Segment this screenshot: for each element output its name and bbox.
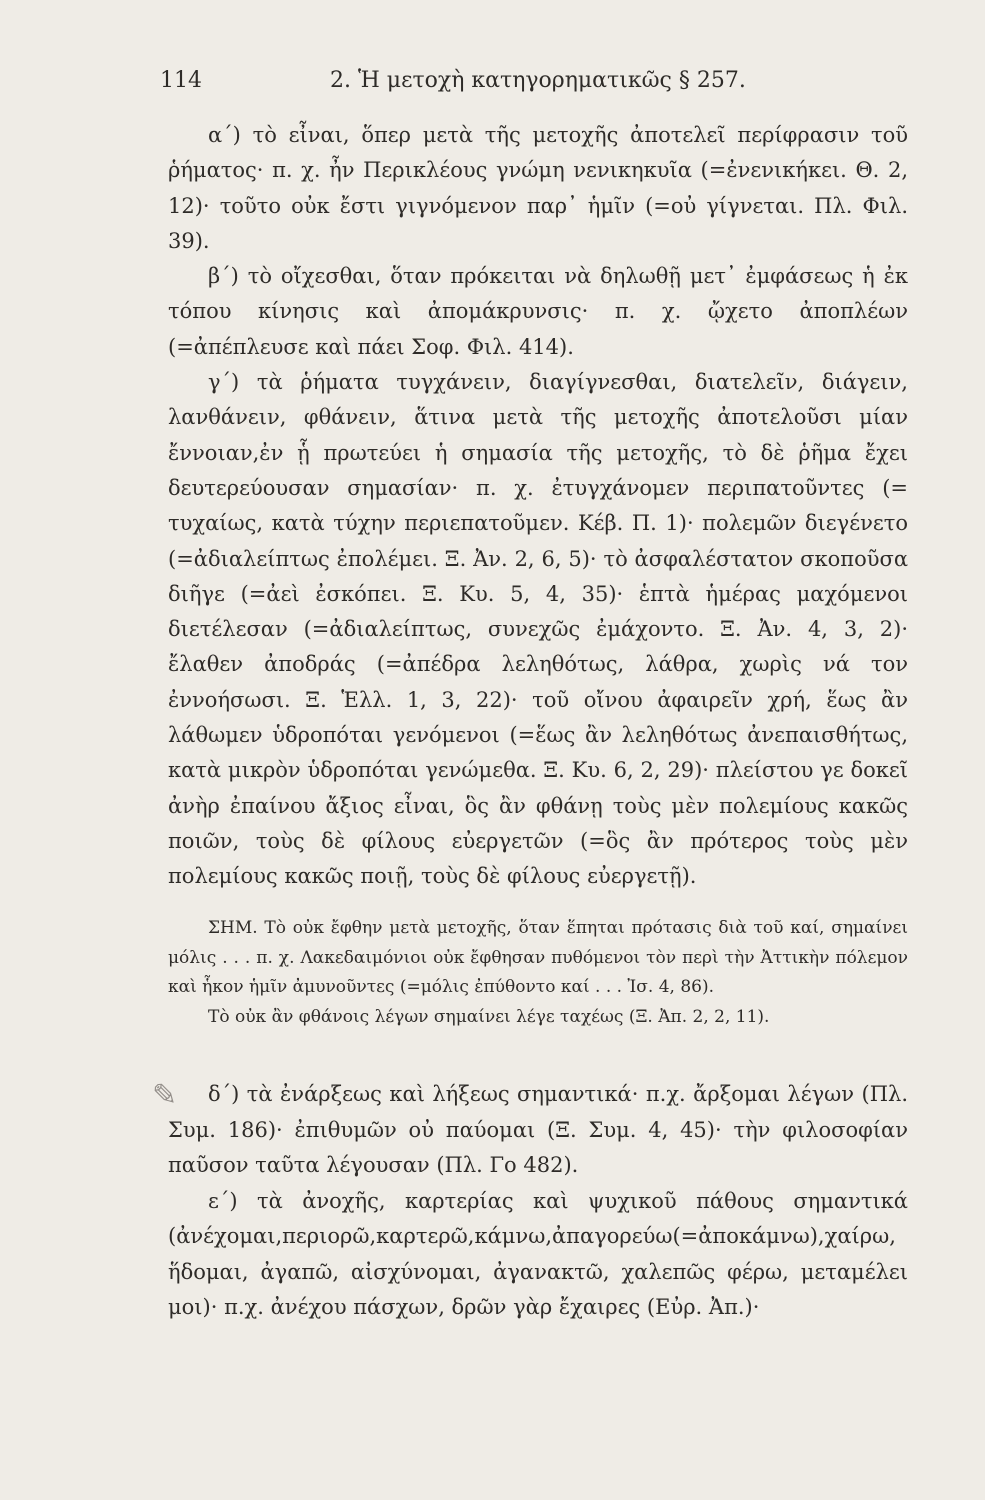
paragraph-alpha: α΄) τὸ εἶναι, ὅπερ μετὰ τῆς μετοχῆς ἀποτελεῖ περίφρασιν τοῦ ῥήματος· π. χ. ἦν Περικλέους γνώμη νενικηκυῖα (=ἐνενικήκει. Θ. 2, 12)· τοῦτο οὐκ ἔστι γιγνόμενον παρ᾿ ἡμῖν (=οὐ γίγνεται. Πλ. Φιλ. 39). bbox=[168, 123, 908, 253]
page-number: 114 bbox=[160, 68, 202, 93]
main-text bbox=[168, 118, 908, 895]
note-paragraph: ΣΗΜ. Τὸ οὐκ ἔφθην μετὰ μετοχῆς, ὅταν ἕπηται πρότασις διὰ τοῦ καί, σημαίνει μόλις . . . π. χ. Λακεδαιμόνιοι οὐκ ἔφθησαν πυθόμενοι τὸν περὶ τὴν Ἀττικὴν πόλεμον καὶ ἧκον ἡμῖν ἀμυνοῦντες (=μόλις ἐπύθοντο καί . . . Ἰσ. 4, 86). bbox=[168, 918, 908, 997]
paragraph-epsilon: ε΄) τὰ ἀνοχῆς, καρτερίας καὶ ψυχικοῦ πάθους σημαντικά (ἀνέχομαι,περιορῶ,καρτερῶ,κάμνω,ἀπαγορεύω(=ἀποκάμνω),χαίρω, ἥδομαι, ἀγαπῶ, αἰσχύνομαι, ἀγανακτῶ, χαλεπῶς φέρω, μεταμέλει μοι)· π.χ. ἀνέχου πάσχων, δρῶν γὰρ ἔχαιρες (Εὐρ. Ἀπ.)· bbox=[168, 1188, 908, 1319]
note-block bbox=[168, 914, 908, 1032]
ink-stain-icon: ✎ bbox=[152, 1078, 178, 1113]
paragraph-gamma: γ΄) τὰ ῥήματα τυγχάνειν, διαγίγνεσθαι, διατελεῖν, διάγειν, λανθάνειν, φθάνειν, ἅτινα μετὰ τῆς μετοχῆς ἀποτελοῦσι μίαν ἔννοιαν,ἐν ᾗ πρωτεύει ἡ σημασία τῆς μετοχῆς, τὸ δὲ ῥῆμα ἔχει δευτερεύουσαν σημασίαν· π. χ. ἐτυγχάνομεν περιπατοῦντες (= τυχαίως, κατὰ τύχην περιεπατοῦμεν. Κέβ. Π. 1)· πολεμῶν διεγένετο (=ἀδιαλείπτως ἐπολέμει. Ξ. Ἀν. 2, 6, 5)· τὸ ἀσφαλέστατον σκοποῦσα διῆγε (=ἀεὶ ἐσκόπει. Ξ. Κυ. 5, 4, 35)· ἑπτὰ ἡμέρας μαχόμενοι διετέλεσαν (=ἀδιαλείπτως, συνεχῶς ἐμάχοντο. Ξ. Ἀν. 4, 3, 2)· ἔλαθεν ἀποδράς (=ἀπέδρα λεληθότως, λάθρα, χωρὶς νά τον ἐννοήσωσι. Ξ. Ἑλλ. 1, 3, 22)· τοῦ οἴνου ἀφαιρεῖν χρή, ἕως ἂν λάθωμεν ὑδροπόται γενόμενοι (=ἕως ἂν λεληθότως ἀνεπαισθήτως, κατὰ μικρὸν ὑδροπόται γενώμεθα. Ξ. Κυ. 6, 2, 29)· πλείστου γε δοκεῖ ἀνὴρ ἐπαίνου ἄξιος εἶναι, ὃς ἂν φθάνῃ τοὺς μὲν πολεμίους κακῶς ποιῶν, τοὺς δὲ φίλους εὐεργετῶν (=ὃς ἂν πρότερος τοὺς μὲν πολεμίους κακῶς ποιῇ, τοὺς δὲ φίλους εὐεργετῇ). bbox=[168, 370, 908, 889]
paragraph-beta: β΄) τὸ οἴχεσθαι, ὅταν πρόκειται νὰ δηλωθῇ μετ᾿ ἐμφάσεως ἡ ἐκ τόπου κίνησις καὶ ἀπομάκρυνσις· π. χ. ᾤχετο ἀποπλέων (=ἀπέπλευσε καὶ πάει Σοφ. Φιλ. 414). bbox=[168, 264, 908, 359]
note-paragraph-2: Τὸ οὐκ ἂν φθάνοις λέγων σημαίνει λέγε ταχέως (Ξ. Ἀπ. 2, 2, 11). bbox=[208, 1006, 770, 1027]
running-head: 2. Ἡ μετοχὴ κατηγορηματικῶς § 257. bbox=[330, 68, 746, 93]
paragraph-delta: δ΄) τὰ ἐνάρξεως καὶ λήξεως σημαντικά· π.χ. ἄρξομαι λέγων (Πλ. Συμ. 186)· ἐπιθυμῶν οὐ παύομαι (Ξ. Συμ. 4, 45)· τὴν φιλοσοφίαν παῦσον ταῦτα λέγουσαν (Πλ. Γο 482). bbox=[168, 1082, 908, 1177]
page-header bbox=[160, 68, 840, 108]
main-text-continued bbox=[168, 1077, 908, 1326]
